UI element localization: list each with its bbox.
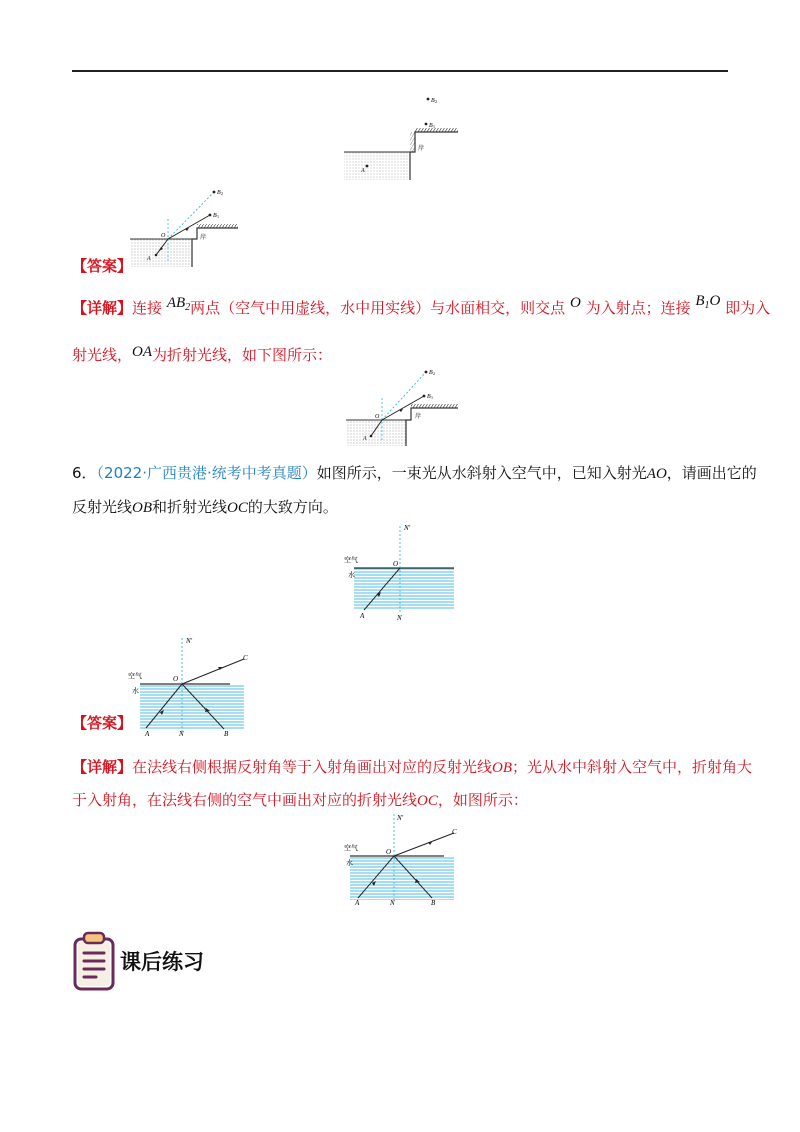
q5-detail-line2-b: 为折射光线，如下图所示： xyxy=(152,346,333,364)
svg-text:N': N' xyxy=(186,637,193,645)
q6-stem-ao: AO xyxy=(646,466,667,482)
svg-text:C: C xyxy=(452,828,457,836)
svg-text:N': N' xyxy=(404,524,411,532)
q6-answer-tag: 【答案】 xyxy=(72,714,133,732)
q6-number: 6． xyxy=(72,464,97,482)
q5-math-b1-sub: 1 xyxy=(704,300,710,311)
svg-text:A: A xyxy=(363,436,367,442)
svg-text:空气: 空气 xyxy=(344,844,358,852)
q6-stem-ob: OB xyxy=(132,500,153,516)
svg-text:水: 水 xyxy=(348,571,355,579)
q5-figure-question xyxy=(340,92,460,184)
header-rule xyxy=(72,70,728,72)
svg-text:B: B xyxy=(224,730,229,738)
q6-stem-line2-c: 的大致方向。 xyxy=(247,498,338,516)
svg-text:O: O xyxy=(393,560,399,568)
q6-stem-line2-a: 反射光线 xyxy=(72,498,133,516)
q5-detail-line2 xyxy=(72,345,332,366)
q6-detail-tag: 【详解】 xyxy=(72,758,133,776)
q6-detail-a: 在法线右侧根据反射角等于入射角画出对应的反射光线 xyxy=(132,758,493,776)
svg-text:O: O xyxy=(386,848,392,856)
q5-detail-text2: 两点（空气中用虚线，水中用实线）与水面相交，则交点 xyxy=(190,299,566,317)
q5-detail-text4: 即为入 xyxy=(725,299,771,317)
q6-stem-oc: OC xyxy=(227,500,248,516)
svg-text:N: N xyxy=(397,614,402,622)
svg-text:2: 2 xyxy=(433,371,435,376)
svg-text:岸: 岸 xyxy=(415,414,422,420)
svg-text:O: O xyxy=(161,233,166,239)
q6-detail-oc: OC xyxy=(417,793,438,809)
svg-text:1: 1 xyxy=(217,214,219,219)
q5-math-oa: OA xyxy=(132,344,153,360)
q6-detail-b: ；光从水中斜射入空气中，折射角大 xyxy=(512,758,753,776)
svg-text:B: B xyxy=(429,370,433,376)
q5-detail-line1 xyxy=(72,293,771,324)
svg-text:A: A xyxy=(360,612,365,620)
svg-text:N: N xyxy=(390,899,395,907)
section-title: 课后练习 xyxy=(120,950,204,974)
q6-detail-line1 xyxy=(72,757,752,778)
svg-text:B: B xyxy=(429,123,433,129)
svg-text:空气: 空气 xyxy=(344,556,358,564)
q5-math-ab2: AB xyxy=(166,295,186,311)
q6-source: （2022·广西贵港·统考中考真题） xyxy=(96,464,317,482)
svg-text:N': N' xyxy=(397,814,404,822)
q6-stem-a: 如图所示，一束光从水斜射入空气中，已知入射光 xyxy=(316,464,647,482)
q5-math-o: O xyxy=(569,295,581,311)
svg-text:O: O xyxy=(375,414,380,420)
svg-text:B: B xyxy=(431,98,435,104)
q6-figure-question xyxy=(340,520,460,626)
q6-stem-b: ，请画出它的 xyxy=(666,464,757,482)
q6-detail-line2-b: ，如图所示： xyxy=(437,791,528,809)
svg-text:岸: 岸 xyxy=(200,235,207,241)
q5-math-b1-o: O xyxy=(709,293,721,309)
svg-text:A: A xyxy=(145,730,150,738)
q6-detail-ob: OB xyxy=(492,760,513,776)
section-header xyxy=(72,930,204,992)
svg-text:O: O xyxy=(173,675,179,683)
q5-math-b1: B xyxy=(695,293,705,309)
svg-text:A: A xyxy=(361,168,365,174)
svg-text:A: A xyxy=(147,256,151,262)
svg-text:B: B xyxy=(431,899,436,907)
q6-stem-line2 xyxy=(72,497,338,518)
q6-detail-line2 xyxy=(72,790,528,811)
svg-text:A: A xyxy=(355,899,360,907)
q6-stem-line2-b: 和折射光线 xyxy=(152,498,228,516)
svg-text:B: B xyxy=(427,394,431,400)
q6-stem-line1 xyxy=(72,463,757,484)
q5-answer-tag: 【答案】 xyxy=(72,257,133,275)
svg-text:水: 水 xyxy=(346,859,353,867)
svg-text:1: 1 xyxy=(431,395,433,400)
svg-text:水: 水 xyxy=(132,687,139,695)
svg-text:空气: 空气 xyxy=(128,672,142,680)
svg-text:N: N xyxy=(179,730,184,738)
svg-text:B: B xyxy=(213,213,217,219)
q6-figure-detail xyxy=(340,812,470,912)
q6-figure-answer xyxy=(126,634,258,738)
notepad-icon xyxy=(72,931,116,991)
svg-text:1: 1 xyxy=(433,124,435,129)
svg-text:2: 2 xyxy=(221,191,223,196)
q5-figure-answer xyxy=(128,185,246,270)
svg-text:2: 2 xyxy=(435,99,437,104)
q5-math-ab2-sub: 2 xyxy=(185,302,191,313)
svg-text:岸: 岸 xyxy=(418,146,425,152)
svg-text:C: C xyxy=(243,654,248,662)
svg-text:B: B xyxy=(217,190,221,196)
q6-detail-line2-a: 于入射角，在法线右侧的空气中画出对应的折射光线 xyxy=(72,791,418,809)
q5-detail-text: 连接 xyxy=(132,299,163,317)
q5-detail-line2-a: 射光线， xyxy=(72,346,133,364)
q5-detail-tag: 【详解】 xyxy=(72,299,133,317)
q5-detail-text3: 为入射点；连接 xyxy=(585,299,691,317)
q5-figure-detail xyxy=(344,358,460,448)
